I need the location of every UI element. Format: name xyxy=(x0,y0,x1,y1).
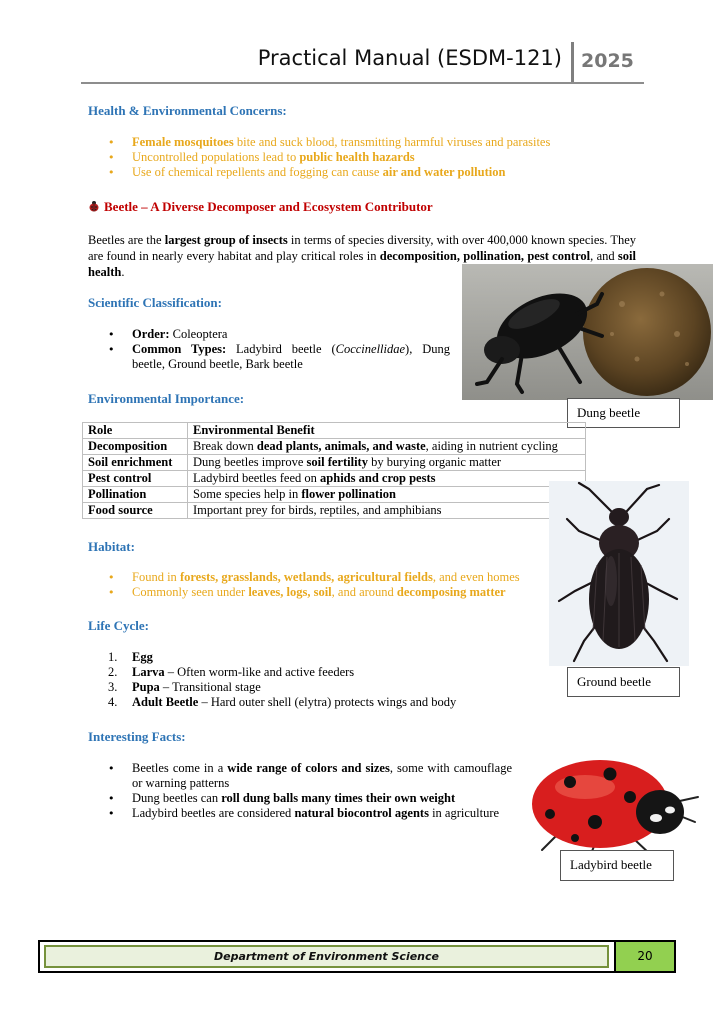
table-cell: Important prey for birds, reptiles, and amphibians xyxy=(188,503,586,519)
table-cell: Pollination xyxy=(83,487,188,503)
list-item: • Use of chemical repellents and fogging can cause air and water pollution xyxy=(88,165,628,180)
list-item: • Uncontrolled populations lead to public health hazards xyxy=(88,150,628,165)
list-item: • Beetles come in a wide range of colors and sizes, some with camouflage or warning patterns xyxy=(88,761,512,791)
beetle-intro: Beetles are the largest group of insects in terms of species diversity, with over 400,000 known species. They are found in nearly every habitat and play critical roles in decomposition, pollination, pest control, and soil health. xyxy=(88,233,637,279)
list-item: • Order: Coleoptera xyxy=(88,327,450,342)
table-cell: Food source xyxy=(83,503,188,519)
ladybug-icon xyxy=(88,200,100,212)
lifecycle-heading: Life Cycle: xyxy=(88,618,150,633)
beetle-heading xyxy=(88,199,433,215)
list-item: 1. Egg xyxy=(108,650,153,664)
table-row xyxy=(83,439,586,455)
list-item: 4. Adult Beetle – Hard outer shell (elytra) protects wings and body xyxy=(108,695,457,709)
ground-beetle-caption: Ground beetle xyxy=(567,667,680,697)
table-cell: Pest control xyxy=(83,471,188,487)
table-row xyxy=(83,487,586,503)
header-year: 2025 xyxy=(581,50,634,72)
header-rule xyxy=(81,82,644,84)
importance-table xyxy=(82,422,586,519)
table-cell: Soil enrichment xyxy=(83,455,188,471)
classification-list xyxy=(88,327,450,372)
list-item: • Female mosquitoes bite and suck blood, transmitting harmful viruses and parasites xyxy=(88,135,628,150)
classification-heading: Scientific Classification: xyxy=(88,295,222,310)
table-header: Role xyxy=(83,423,188,439)
table-row xyxy=(83,455,586,471)
header-title: Practical Manual (ESDM-121) xyxy=(257,46,562,70)
footer xyxy=(38,940,676,973)
table-row xyxy=(83,503,586,519)
list-item: 2. Larva – Often worm-like and active feeders xyxy=(108,665,355,679)
list-item: • Commonly seen under leaves, logs, soil, and around decomposing matter xyxy=(88,585,558,600)
table-cell: Decomposition xyxy=(83,439,188,455)
beetle-heading-text: Beetle – A Diverse Decomposer and Ecosystem Contributor xyxy=(104,199,433,214)
ground-beetle-image xyxy=(549,481,689,666)
health-list xyxy=(88,135,628,180)
table-row xyxy=(83,471,586,487)
table-cell: Some species help in flower pollination xyxy=(188,487,586,503)
importance-heading: Environmental Importance: xyxy=(88,391,245,406)
lifecycle-list xyxy=(88,650,548,710)
dung-beetle-caption: Dung beetle xyxy=(567,398,680,428)
header-divider xyxy=(571,42,574,84)
dung-beetle-image xyxy=(462,264,713,400)
list-item: • Ladybird beetles are considered natural biocontrol agents in agriculture xyxy=(88,806,512,821)
footer-department: Department of Environment Science xyxy=(44,945,609,968)
table-cell: Dung beetles improve soil fertility by burying organic matter xyxy=(188,455,586,471)
habitat-heading: Habitat: xyxy=(88,539,135,554)
list-item: • Dung beetles can roll dung balls many times their own weight xyxy=(88,791,512,806)
page-number: 20 xyxy=(614,942,674,971)
table-header-row xyxy=(83,423,586,439)
ladybird-beetle-caption: Ladybird beetle xyxy=(560,850,674,881)
table-header: Environmental Benefit xyxy=(188,423,586,439)
habitat-list xyxy=(88,570,558,600)
facts-list xyxy=(88,761,512,821)
list-item: 3. Pupa – Transitional stage xyxy=(108,680,261,694)
table-cell: Break down dead plants, animals, and waste, aiding in nutrient cycling xyxy=(188,439,586,455)
table-cell: Ladybird beetles feed on aphids and crop pests xyxy=(188,471,586,487)
facts-heading: Interesting Facts: xyxy=(88,729,186,744)
health-heading: Health & Environmental Concerns: xyxy=(88,103,287,118)
list-item: • Found in forests, grasslands, wetlands, agricultural fields, and even homes xyxy=(88,570,558,585)
list-item: • Common Types: Ladybird beetle (Coccinellidae), Dung beetle, Ground beetle, Bark beetle xyxy=(88,342,450,372)
ladybird-beetle-image xyxy=(520,752,705,857)
